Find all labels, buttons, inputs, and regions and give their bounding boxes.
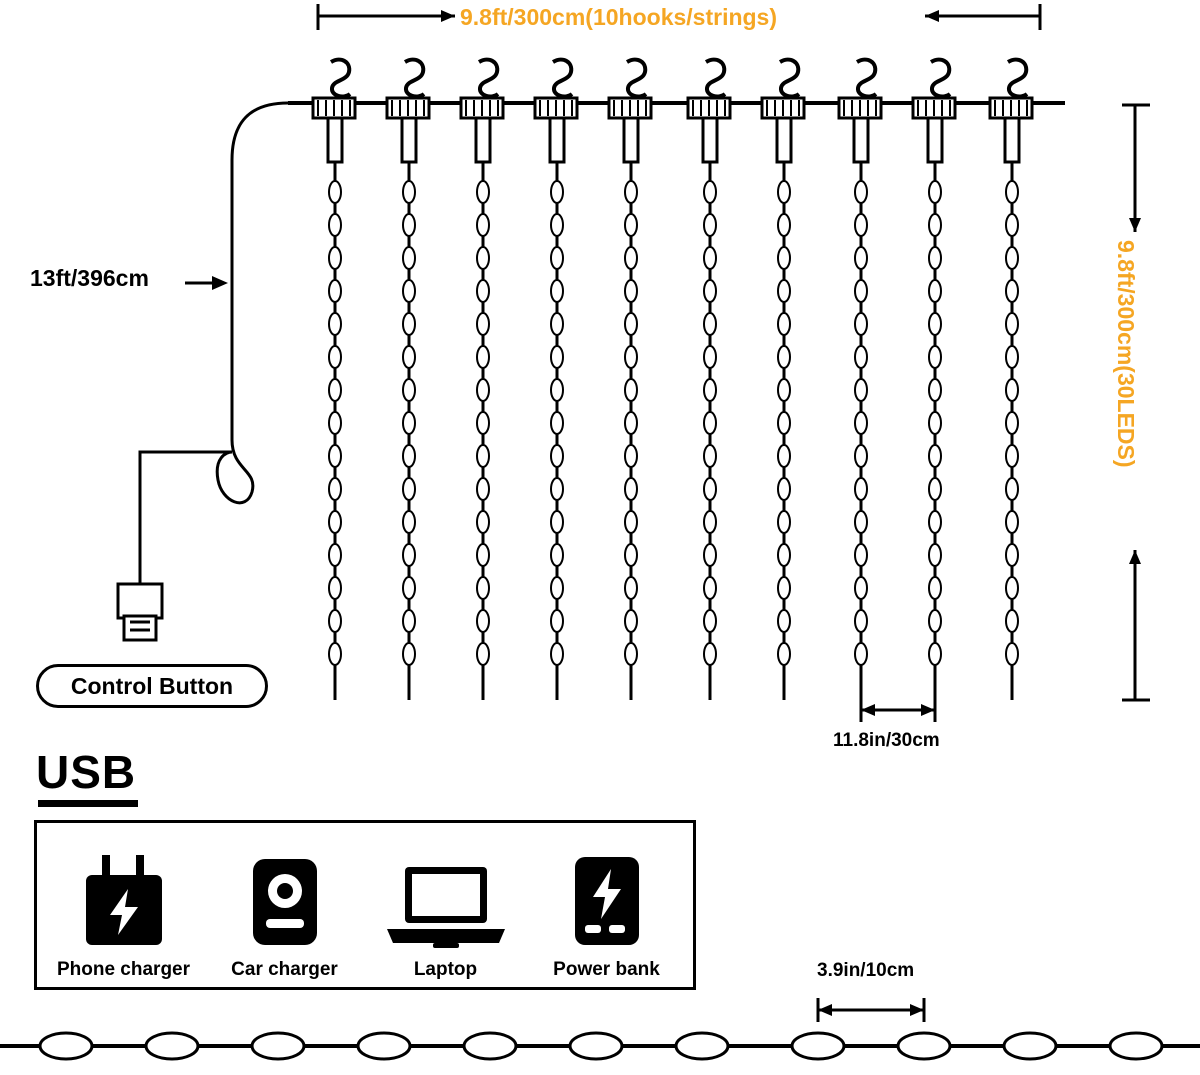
light-string <box>990 60 1032 700</box>
light-string <box>839 60 881 700</box>
hook-icon <box>931 60 950 97</box>
lead-wire-dimension-label: 13ft/396cm <box>30 265 149 291</box>
usb-heading-underline <box>38 800 138 807</box>
light-string <box>688 60 730 700</box>
hook-icon <box>1008 60 1027 97</box>
laptop-icon <box>381 845 511 953</box>
lead-wire-arrow <box>185 276 228 290</box>
device-car-charger <box>205 845 365 981</box>
hook-icon <box>331 60 350 97</box>
device-laptop <box>366 845 526 981</box>
light-string <box>913 60 955 700</box>
string-spacing-label: 11.8in/30cm <box>833 730 940 751</box>
power-bank-icon <box>555 845 659 953</box>
light-string <box>461 60 503 700</box>
compatible-devices-box <box>34 820 696 990</box>
hook-icon <box>479 60 498 97</box>
phone-charger-icon <box>72 845 176 953</box>
device-phone-charger <box>44 845 204 981</box>
car-charger-icon <box>233 845 337 953</box>
light-string <box>313 60 355 700</box>
bottom-sample-strand <box>0 1033 1200 1059</box>
device-label: Car charger <box>231 959 338 980</box>
usb-heading: USB <box>36 746 137 798</box>
light-string <box>535 60 577 700</box>
device-power-bank <box>527 845 687 981</box>
hook-icon <box>405 60 424 97</box>
top-dimension-line <box>318 4 1040 30</box>
hook-icon <box>706 60 725 97</box>
led-spacing-dimension <box>818 998 924 1022</box>
control-button-label: Control Button <box>70 672 234 699</box>
top-dimension-label: 9.8ft/300cm(10hooks/strings) <box>460 4 778 30</box>
light-string <box>609 60 651 700</box>
device-label: Phone charger <box>56 959 191 980</box>
hook-icon <box>627 60 646 97</box>
control-button-callout <box>36 664 268 708</box>
hook-icon <box>780 60 799 97</box>
light-string <box>387 60 429 700</box>
hook-icon <box>553 60 572 97</box>
light-string <box>762 60 804 700</box>
right-dimension-label: 9.8ft/300cm(30LEDS) <box>1113 240 1139 468</box>
usb-connector-icon <box>118 584 162 640</box>
led-column <box>329 181 341 665</box>
lead-wire-path <box>140 103 288 585</box>
string-spacing-dimension <box>861 698 935 722</box>
led-spacing-label: 3.9in/10cm <box>817 960 915 981</box>
device-label: Power bank <box>553 959 660 980</box>
hook-icon <box>857 60 876 97</box>
device-label: Laptop <box>413 959 478 980</box>
